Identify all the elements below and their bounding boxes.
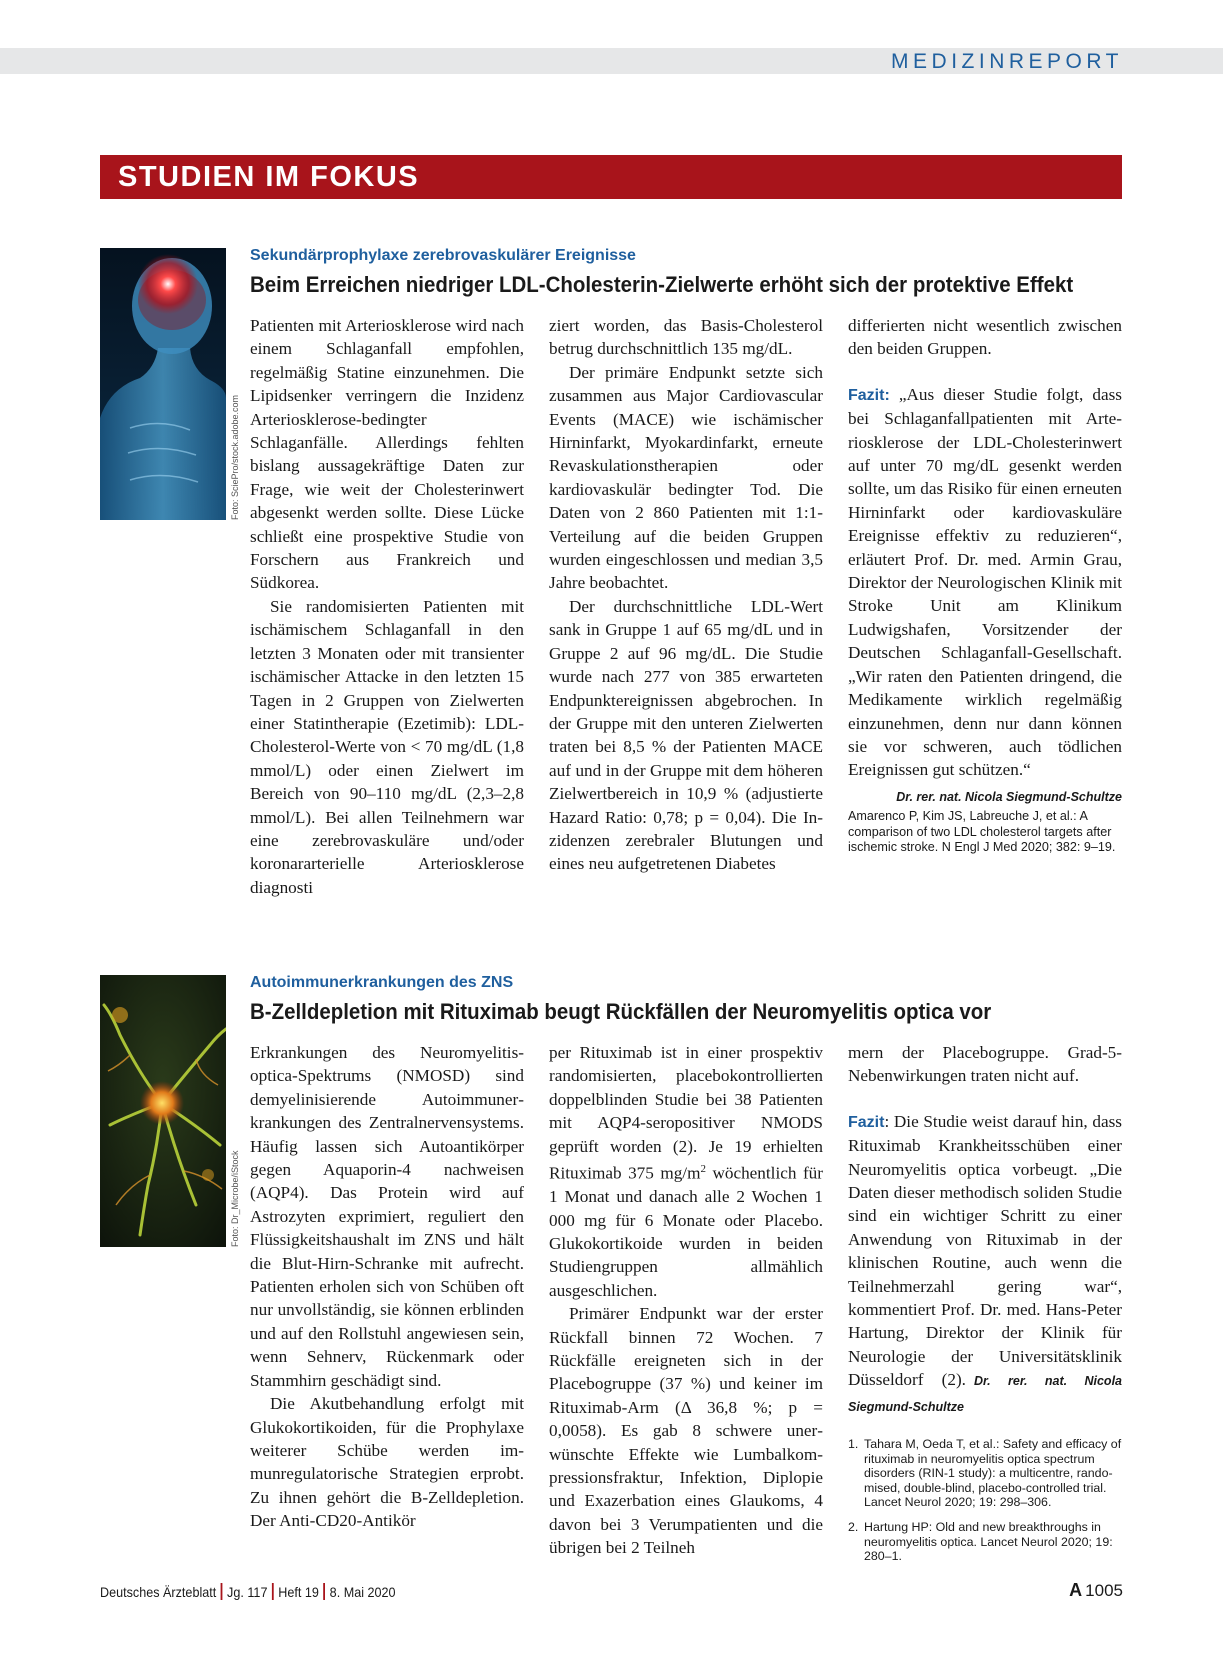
paragraph: Sie randomisierten Patienten mit ischämischem Schlaganfall in den letzten 3 Monaten oder mit transienter ischämischer Attacke in den letzten 15 Tagen in 2 Gruppen von Zielwerten einer Statintherapie (Ezetimib): LDL-Cholesterol-Werte von < 70 mg/dL (1,8 mmol/L) oder einen Zielwert im Bereich von 90–110 mg/dL (2,3–2,8 mmol/L). Bei allen Teilnehmern war eine zerebrovaskuläre und/oder koronararterielle Arteriosklerose diagnosti bbox=[250, 596, 524, 897]
section-label: MEDIZINREPORT bbox=[891, 50, 1123, 73]
section-banner bbox=[100, 155, 1122, 199]
paragraph: ziert worden, das Basis-Cholesterol betrug durchschnittlich 135 mg/dL. bbox=[549, 316, 823, 359]
banner-title: STUDIEN IM FOKUS bbox=[118, 161, 420, 193]
author-byline: Dr. rer. nat. Nicola Siegmund-Schultze bbox=[896, 789, 1122, 804]
reference-number: 1. bbox=[848, 1437, 859, 1452]
brain-illustration-photo bbox=[100, 248, 226, 520]
footer-citation bbox=[100, 1583, 396, 1600]
journal-name: Deutsches Ärzteblatt bbox=[100, 1584, 217, 1600]
reference-item bbox=[848, 1437, 1122, 1510]
neuron-illustration-photo bbox=[100, 975, 226, 1247]
article-column-1 bbox=[250, 314, 524, 899]
text-run: wöchentlich für 1 Monat und danach alle 2 Wochen 1 000 mg für 6 Monate oder Placebo. Glukokortikoide wurden in beiden Studiengruppen allmählich ausgeschlichen. bbox=[549, 1163, 823, 1300]
reference-text: Tahara M, Oeda T, et al.: Safety and efficacy of rituximab in neuromyelitis optica spectrum disorders (RIN-1 study): a multicentre, randomised, double-blind, placebo-controlled trial. Lancet Neurol 2020; 19: 298–306. bbox=[864, 1437, 1122, 1510]
fazit-label: Fazit bbox=[848, 1113, 885, 1131]
issue: Heft 19 bbox=[278, 1584, 319, 1600]
separator bbox=[221, 1583, 223, 1600]
reference-list bbox=[848, 1437, 1122, 1564]
issue-date: 8. Mai 2020 bbox=[329, 1584, 396, 1600]
superscript: 2 bbox=[700, 1163, 706, 1176]
paragraph: Primärer Endpunkt war der erster Rückfall binnen 72 Wochen. 7 Rückfälle ereigneten sich in der Placebogruppe (37 %) und keiner im Rituximab-Arm (Δ 36,8 %; p = 0,0058). Es gab 8 schwere unerwünschte Effekte wie Lumbalkompressionsfraktur, Infektion, Diplopie und Exazerbation eines Glaukoms, 4 davon bei 3 Verumpatienten und die übrigen bei 2 Teilneh bbox=[549, 1304, 823, 1558]
fazit-label: Fazit: bbox=[848, 386, 890, 404]
article-column-3 bbox=[848, 314, 1122, 856]
paragraph: Der primäre Endpunkt setzte sich zusammen aus Major Cardiovascular Events (MACE) wie ischämischer Hirninfarkt, Myokardinfarkt, erneute Revaskulationstherapien oder kardiovaskulär bedingter Tod. Die Daten von 2 860 Patienten mit 1:1-Verteilung auf die beiden Gruppen wurden eingeschlossen und median 3,5 Jahre beobachtet. bbox=[549, 362, 823, 593]
page-number bbox=[1069, 1580, 1123, 1601]
article-kicker: Sekundärprophylaxe zerebrovaskulärer Ereignisse bbox=[250, 247, 636, 264]
article-column-3 bbox=[848, 1041, 1122, 1574]
paragraph: differierten nicht wesentlich zwischen den beiden Gruppen. bbox=[848, 316, 1122, 359]
fazit-paragraph bbox=[848, 1110, 1122, 1419]
page-prefix: A bbox=[1069, 1580, 1083, 1600]
text-run: per Rituximab ist in einer prospektiv randomisierten, placebokontrollierten doppelblinden Studie bei 38 Patienten mit AQP4-seropositiver NMODS geprüft worden (2). Je 19 erhielten Rituximab 375 mg/m bbox=[549, 1043, 823, 1183]
reference-text: Hartung HP: Old and new breakthroughs in neuromyelitis optica. Lancet Neurol 2020; 19: 280–1. bbox=[864, 1520, 1113, 1564]
photo-credit: Foto: Dr_Microbe/iStock bbox=[230, 1150, 240, 1247]
reference: Amarenco P, Kim JS, Labreuche J, et al.: A comparison of two LDL cholesterol targets after ischemic stroke. N Engl J Med 2020; 382: 9–19. bbox=[848, 809, 1116, 855]
separator bbox=[323, 1583, 325, 1600]
article-headline: Beim Erreichen niedriger LDL-Cholesterin-Zielwerte erhöht sich der protektive Effekt bbox=[250, 272, 1074, 297]
separator bbox=[272, 1583, 274, 1600]
fazit-paragraph bbox=[848, 383, 1122, 782]
article-headline: B-Zelldepletion mit Rituximab beugt Rückfällen der Neuromyelitis optica vor bbox=[250, 999, 992, 1024]
page-number-value: 1005 bbox=[1085, 1581, 1123, 1600]
fazit-text: „Aus dieser Studie folgt, dass bei Schlaganfallpatienten mit Arteriosklerose der LDL-Cholesterinwert auf unter 70 mg/dL gesenkt werden sollte, um das Risiko für einen erneuten Hirninfarkt oder kardiovaskuläre Ereignisse effektiv zu reduzieren“, erläutert Prof. Dr. med. Armin Grau, Direktor der Neurologischen Klinik mit Stroke Unit am Klinikum Ludwigshafen, Vorsitzender der Deutschen Schlaganfall-Gesellschaft. „Wir raten den Patienten dringend, die Medikamente wirklich regelmäßig einzunehmen, denn nur dann können sie vor schweren, auch tödlichen Ereignissen gut schützen.“ bbox=[848, 384, 1122, 780]
paragraph: Patienten mit Arteriosklerose wird nach einem Schlaganfall empfohlen, regelmäßig Statine einzunehmen. Die Lipidsenker verringern die Inzidenz Arteriosklerose-bedingter Schlaganfälle. Allerdings fehlten bislang aussagekräftige Daten zur Frage, wie weit der Cholesterinwert abgesenkt werden sollte. Diese Lücke schließt eine prospektive Studie von Forschern aus Frankreich und Südkorea. bbox=[250, 316, 524, 593]
reference-item bbox=[848, 1520, 1122, 1564]
paragraph: Die Akutbehandlung erfolgt mit Glukokortikoiden, für die Prophylaxe weiterer Schübe werden immunregulatorische Strategien erprobt. Zu ihnen gehört die B-Zelldepletion. Der Anti-CD20-Antikör bbox=[250, 1394, 524, 1531]
volume: Jg. 117 bbox=[227, 1584, 268, 1600]
article-column-2 bbox=[549, 314, 823, 876]
fazit-text: : Die Studie weist darauf hin, dass Rituximab Krankheitsschüben einer Neuromyelitis optica vorbeugt. „Die Daten dieser methodisch soliden Studie sind ein wichtiger Schritt zu einer Anwendung von Rituximab in der klinischen Routine, auch wenn die Teilnehmerzahl gering war“, kommentiert Prof. Dr. med. Hans-Peter Hartung, Direktor der Klinik für Neurologie der Universitätsklinik Düsseldorf (2). bbox=[848, 1111, 1122, 1390]
article-column-2 bbox=[549, 1041, 823, 1560]
article-kicker: Autoimmunerkrankungen des ZNS bbox=[250, 974, 514, 991]
paragraph bbox=[549, 1041, 823, 1302]
author-byline: Dr. rer. nat. Nicola Siegmund-Schultze bbox=[848, 1374, 1122, 1414]
paragraph: mern der Placebogruppe. Grad-5-Nebenwirkungen traten nicht auf. bbox=[848, 1043, 1122, 1086]
photo-credit: Foto: SciePro/stock.adobe.com bbox=[230, 394, 240, 520]
paragraph: Erkrankungen des Neuromyelitis-optica-Spektrums (NMOSD) sind demyelinisierende Autoimmunerkrankungen des Zentralnervensystems. Häufig lassen sich Autoantikörper gegen Aquaporin-4 nachweisen (AQP4). Das Protein wird auf Astrozyten exprimiert, reguliert den Flüssigkeitshaushalt im ZNS und hält die Blut-Hirn-Schranke mit aufrecht. Patienten erholen sich von Schüben oft nur unvollständig, sie können erblinden und auf den Rollstuhl angewiesen sein, wenn Sehnerv, Rückenmark oder Stammhirn geschädigt sind. bbox=[250, 1043, 524, 1390]
paragraph: Der durchschnittliche LDL-Wert sank in Gruppe 1 auf 65 mg/dL und in Gruppe 2 auf 96 mg/dL. Die Studie wurde nach 277 von 385 erwarteten Endpunktereignissen abgebrochen. In der Gruppe mit den unteren Zielwerten traten bei 8,5 % der Patienten MACE auf und in der Gruppe mit dem höheren Zielwertbereich in 10,9 % (adjustierte Hazard Ratio: 0,78; p = 0,04). Die Inzidenzen zerebraler Blutungen und eines neu aufgetretenen Diabetes bbox=[549, 596, 823, 874]
reference-number: 2. bbox=[848, 1520, 859, 1535]
article-column-1 bbox=[250, 1041, 524, 1533]
